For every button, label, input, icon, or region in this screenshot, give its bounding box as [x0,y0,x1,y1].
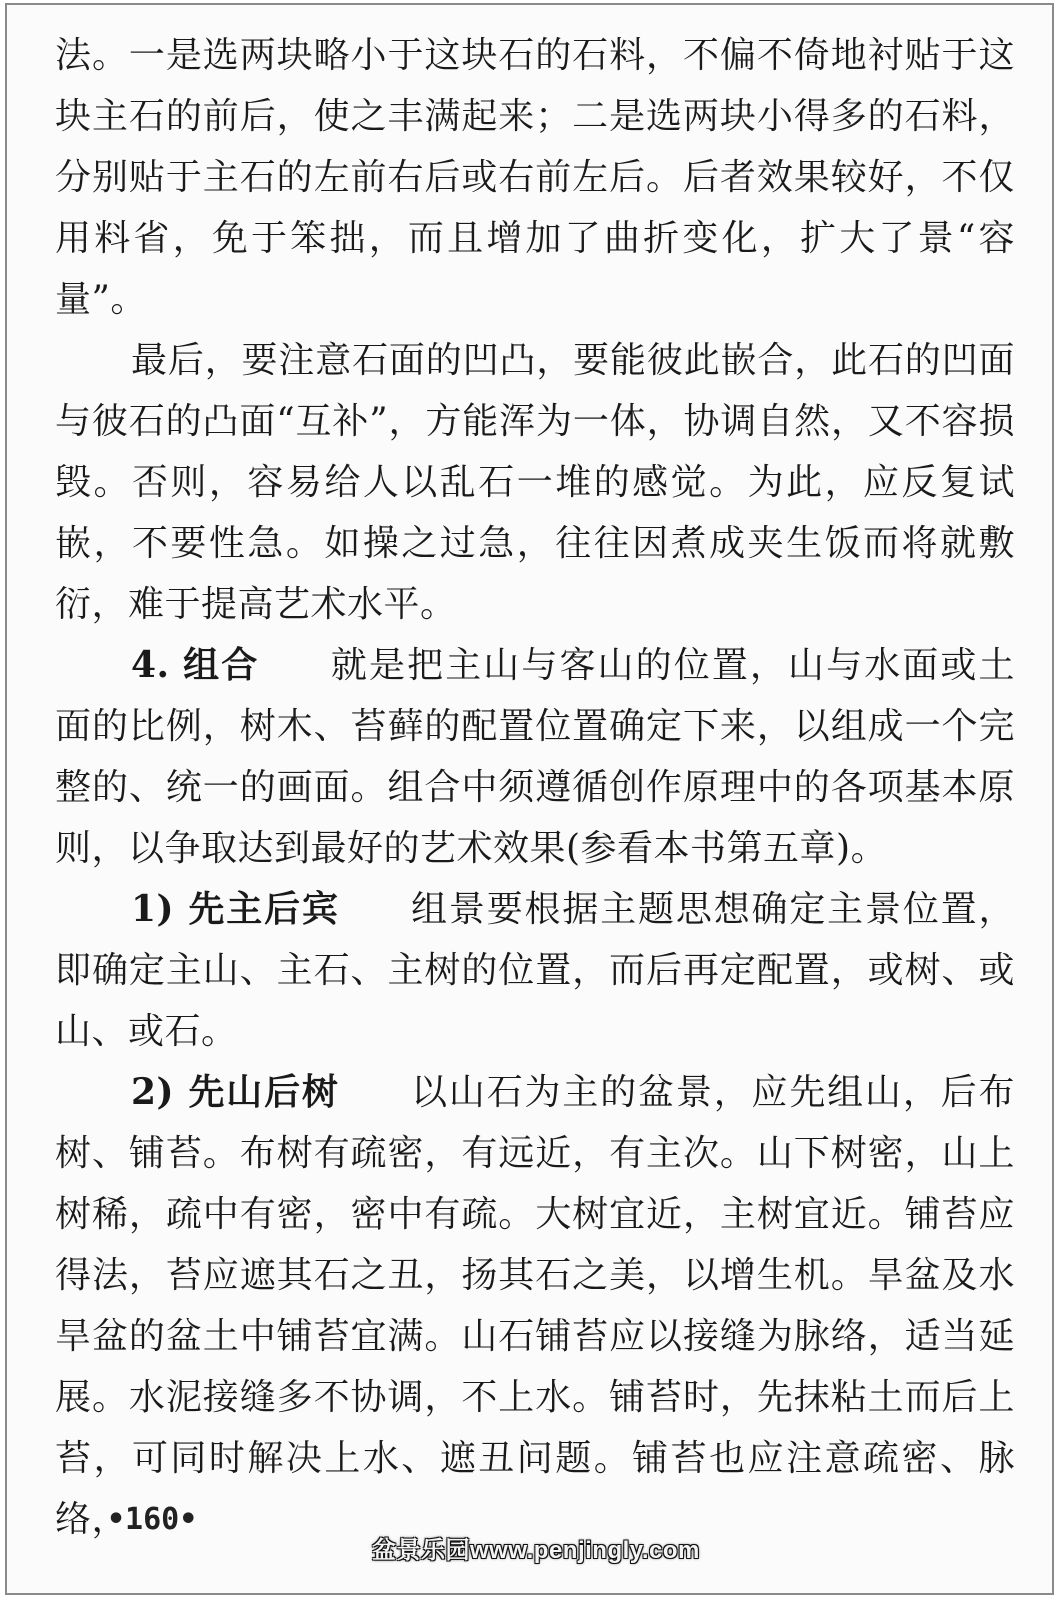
section-text: 就是把主山与客山的位置，山与水面或土面的比例，树木、苔藓的配置位置确定下来，以组成一个完整的、统一的画面。组合中须遵循创作原理中的各项基本原则，以争取达到最好的艺术效果(参看本书第五章)。 [55,645,1015,869]
item-2-label: 2) 先山后树 [131,1071,340,1113]
paragraph-2: 最后，要注意石面的凹凸，要能彼此嵌合，此石的凹面与彼石的凸面“互补”，方能浑为一体，协调自然，又不容损毁。否则，容易给人以乱石一堆的感觉。为此，应反复试嵌，不要性急。如操之过急，往往因煮成夹生饭而将就敷衍，难于提高艺术水平。 [55,340,1015,625]
section-title: 组合 [183,644,260,686]
item-1-paragraph [55,879,1015,1062]
section-4-paragraph [55,635,1015,879]
item-1-label: 1) 先主后宾 [131,888,340,930]
page-number: •160• [107,1502,198,1537]
section-number: 4. [131,644,170,686]
paragraph-1: 法。一是选两块略小于这块石的石料，不偏不倚地衬贴于这块主石的前后，使之丰满起来；二是选两块小得多的石料，分别贴于主石的左前右后或右前左后。后者效果较好，不仅用料省，免于笨拙，而且增加了曲折变化，扩大了景“容量”。 [55,35,1015,320]
item-2-paragraph [55,1062,1015,1550]
site-watermark: 盆景乐园www.penjingly.com [372,1537,700,1564]
item-2-text: 以山石为主的盆景，应先组山，后布树、铺苔。布树有疏密，有远近，有主次。山下树密，山上树稀，疏中有密，密中有疏。大树宜近，主树宜近。铺苔应得法，苔应遮其石之丑，扬其石之美，以增生机。旱盆及水旱盆的盆土中铺苔宜满。山石铺苔应以接缝为脉络，适当延展。水泥接缝多不协调，不上水。铺苔时，先抹粘土而后上苔，可同时解决上水、遮丑问题。铺苔也应注意疏密、脉络， [55,1072,1015,1540]
page-frame [5,3,1054,1595]
item-1-text: 组景要根据主题思想确定主景位置，即确定主山、主石、主树的位置，而后再定配置，或树、或山、或石。 [55,889,1015,1052]
book-page [55,25,1015,1550]
